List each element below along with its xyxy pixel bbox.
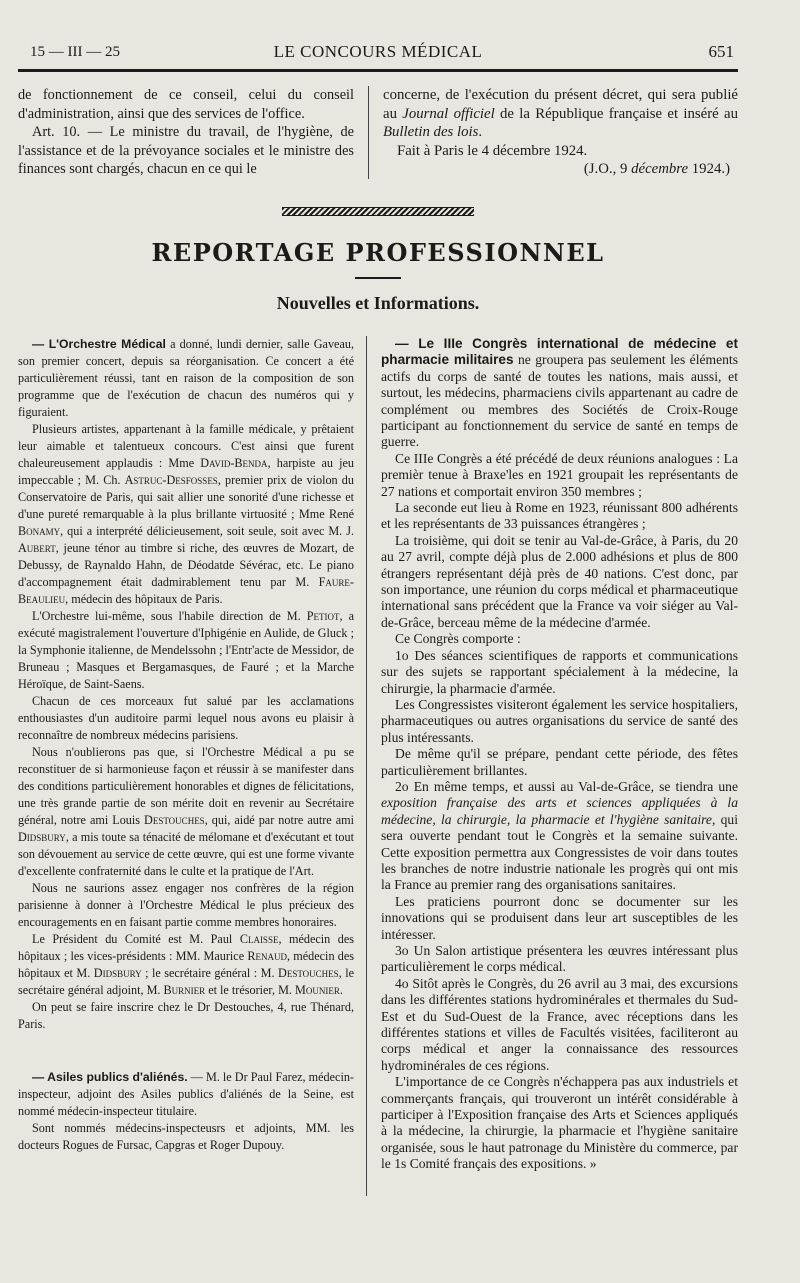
decree-paragraph: concerne, de l'exécution du présent décret, qui sera publié au Journal officiel de la République française et inséré au Bulletin des lois. (383, 87, 738, 141)
congres-paragraph: De même qu'il se prépare, pendant cette période, des fêtes particulièrement brillantes. (381, 746, 738, 778)
orchestre-paragraph: On peut se faire inscrire chez le Dr Destouches, 4, rue Thénard, Paris. (18, 999, 354, 1031)
congres-paragraph: 3o Un Salon artistique présentera les œuvres intéressant plus particulièrement le corps médical. (381, 943, 738, 975)
congres-paragraph: La seconde eut lieu à Rome en 1923, réunissant 800 adhérents et les représentants de 33 puissances étrangères ; (381, 500, 738, 532)
issue-number: 15 — III — 25 (30, 44, 120, 60)
decree-article-10: Art. 10. — Le ministre du travail, de l'hygiène, de l'assistance et de la prévoyance sociales et le ministre des finances sont chargés, chacun en ce qui le (18, 124, 354, 178)
orchestre-paragraph: L'Orchestre lui-même, sous l'habile direction de M. Petiot, a exécuté magistralement l'ouverture d'Iphigénie en Aulide, de Gluck ; la Symphonie italienne, de Mendelssohn ; l'Entr'acte de Messidor, de Bruneau ; Masques et Bergamasques, de Fauré ; et la Marche Héroïque, de Saint-Saens. (18, 608, 354, 691)
decree-source: (J.O., 9 décembre 1924.) (583, 161, 730, 178)
orchestre-paragraph: Nous n'oublierons pas que, si l'Orchestre Médical a pu se reconstituer de si harmonieuse façon et réussir à se manifester dans des conditions particulièrement honorables et dignes de félicitations, une très grande partie de son mérite doit en revenir au Secrétaire général, notre ami Louis Destouches, qui, aidé par notre autre ami Didsbury, a mis toute sa ténacité de mélomane et d'exécutant et tout son dévouement au service de cette œuvre, qui est une forme vivante d'excellente confraternité dans le culte et la pratique de l'Art. (18, 744, 354, 878)
ornamental-divider (282, 207, 474, 216)
congres-paragraph: Les praticiens pourront donc se documenter sur les innovations qui se produisent dans leur art susceptibles de les intéresser. (381, 893, 738, 942)
congres-paragraph: La troisième, qui doit se tenir au Val-de-Grâce, à Paris, du 20 au 27 avril, compte déjà plus de 2.000 adhésions et plus de 800 étrangers représentant déjà près de 40 nations. C'est donc, par son importance, une réunion du corps médical et pharmaceutique international sans précédent que la France va voir siéger au Val-de-Grâce, berceau même de la médecine d'armée. (381, 532, 738, 630)
title-rule (355, 277, 401, 279)
bulletin-des-lois-ref: Bulletin des lois (383, 124, 479, 141)
congres-paragraph: 4o Sitôt après le Congrès, du 26 avril au 3 mai, des excursions dans les différentes stations hydrominérales et thermales du Sud-Est et du Sud-Ouest de la France, avec réceptions dans les différentes stations et villes de Facultés visitées, faciliteront au corps médical et anger la connaissance des ressources hydrominérales de ces régions. (381, 975, 738, 1073)
news-left-column (18, 336, 367, 1196)
news-columns (18, 336, 738, 1196)
orchestre-paragraph: Plusieurs artistes, appartenant à la famille médicale, y prêtaient leur aimable et talentueux concours. C'est ainsi que furent chaleureusement applaudis : Mme David-Benda, harpiste au jeu impeccable ; M. Ch. Astruc-Desfosses, premier prix de violon du Conservatoire de Paris, qui sait allier une sonorité d'une richesse et d'une pureté remarquable à la plus brillante virtuosité ; Mme René Bonamy, qui a interprété délicieusement, soit seule, soit avec M. J. Aubert, jeune ténor au timbre si riche, des œuvres de Mozart, de Debussy, de Raynaldo Hahn, de Déodatde Sévérac, etc. Le piano d'accompagnement était dadmirablement tenu par M. Faure-Beaulieu, médecin des hôpitaux de Paris. (18, 421, 354, 606)
congres-paragraph: L'importance de ce Congrès n'échappera pas aux industriels et commerçants français, qui trouveront un intérêt considérable à participer à l'Exposition française des Arts et Sciences appliqués à la médecine, la chirurgie, la pharmacie et l'hygiène sanitaire organisée, sous le haut patronage du Ministère du commerce, par le 1s Comité français des expositions. » (381, 1074, 738, 1172)
journal-officiel-ref: Journal officiel (402, 105, 495, 122)
journal-title: LE CONCOURS MÉDICAL (273, 42, 483, 61)
asiles-lead: — Asiles publics d'aliénés. (32, 1069, 188, 1084)
congres-paragraph: 1o Des séances scientifiques de rapports et communications sur des sujets se rapportant spécialement à la médecine, la chirurgie, la pharmacie d'armée. (381, 647, 738, 696)
decree-continuation (18, 86, 738, 179)
congres-paragraph: Les Congressistes visiteront également les service hospitaliers, pharmaceutiques ou autres organisations du service de santé des plus intéressants. (381, 696, 738, 745)
orchestre-paragraph: Le Président du Comité est M. Paul Claisse, médecin des hôpitaux ; les vices-présidents : MM. Maurice Renaud, médecin des hôpitaux et M. Didsbury ; le secrétaire général : M. Destouches, le secrétaire général adjoint, M. Burnier et le trésorier, M. Mounier. (18, 931, 355, 997)
asiles-paragraph: Sont nommés médecins-inspecteusrs et adjoints, MM. les docteurs Rogues de Fursac, Capgras et Roger Dupouy. (18, 1120, 354, 1152)
exposition-title: exposition française des arts et sciences appliquées à la médecine, la chirurgie, la pharmacie et l'hygiène sanitaire (381, 795, 738, 827)
decree-date: Fait à Paris le 4 décembre 1924. (397, 142, 588, 159)
spacer (18, 1033, 354, 1069)
running-head (18, 40, 738, 72)
orchestre-paragraph: Chacun de ces morceaux fut salué par les acclamations enthousiastes d'un auditoire parmi lequel nous avons eu plaisir à reconnaître de nombreux médecins parisiens. (18, 693, 354, 742)
page-number: 651 (708, 42, 734, 61)
congres-paragraph: Ce IIIe Congrès a été précédé de deux réunions analogues : La premièr tenue à Braxe'les en 1921 groupait les représentants de 27 nations et comportait environ 350 membres ; (381, 450, 738, 499)
decree-right-column (369, 86, 738, 179)
news-right-column (367, 336, 738, 1196)
orchestre-paragraph: Nous ne saurions assez engager nos confrères de la région parisienne à donner à l'Orchestre Médical le plus précieux des encouragements en en faisant partie comme membres honoraires. (18, 880, 354, 929)
orchestre-lead: — L'Orchestre Médical (32, 336, 166, 351)
section-subtitle: Nouvelles et Informations. (276, 292, 480, 313)
congres-paragraph: — Le IIIe Congrès international de médecine et pharmacie militaires ne groupera pas seulement les éléments actifs du corps de santé de toutes les nations, mais aussi, et surtout, les médecins, pharmaciens civils appartenant au cadre de complément ou membres des Sociétés de Croix-Rouge participant au fonctionnement du service de santé en temps de guerre. (381, 335, 738, 450)
decree-left-column (18, 86, 369, 179)
decree-paragraph: de fonctionnement de ce conseil, celui du conseil d'administration, ainsi que des services de l'office. (18, 87, 354, 122)
congres-paragraph: 2o En même temps, et aussi au Val-de-Grâce, se tiendra une exposition française des arts et sciences appliquées à la médecine, la chirurgie, la pharmacie et l'hygiène sanitaire, qui sera ouverte pendant tout le Congrès et la semaine suivante. Cette exposition permettra aux Congressistes de voir dans toutes les branches de notre industrie nationale les progrès qui ont mis la France au premier rang des organisations sanitaires. (381, 778, 739, 893)
orchestre-paragraph: — L'Orchestre Médical a donné, lundi dernier, salle Gaveau, son premier concert, depuis sa réorganisation. Ce concert a été particulièrement réussi, tant en raison de la composition de son programme que de l'exécution de chacun des numéros qui y figuraient. (18, 336, 354, 419)
section-title: REPORTAGE PROFESSIONNEL (151, 237, 605, 267)
asiles-paragraph: — Asiles publics d'aliénés. — M. le Dr Paul Farez, médecin-inspecteur, adjoint des Asiles publics d'aliénés de la Seine, est nommé médecin-inspecteur titulaire. (18, 1069, 354, 1118)
congres-lead: — Le IIIe Congrès international de médecine et pharmacie militaires (381, 335, 738, 368)
congres-paragraph: Ce Congrès comporte : (395, 631, 521, 647)
